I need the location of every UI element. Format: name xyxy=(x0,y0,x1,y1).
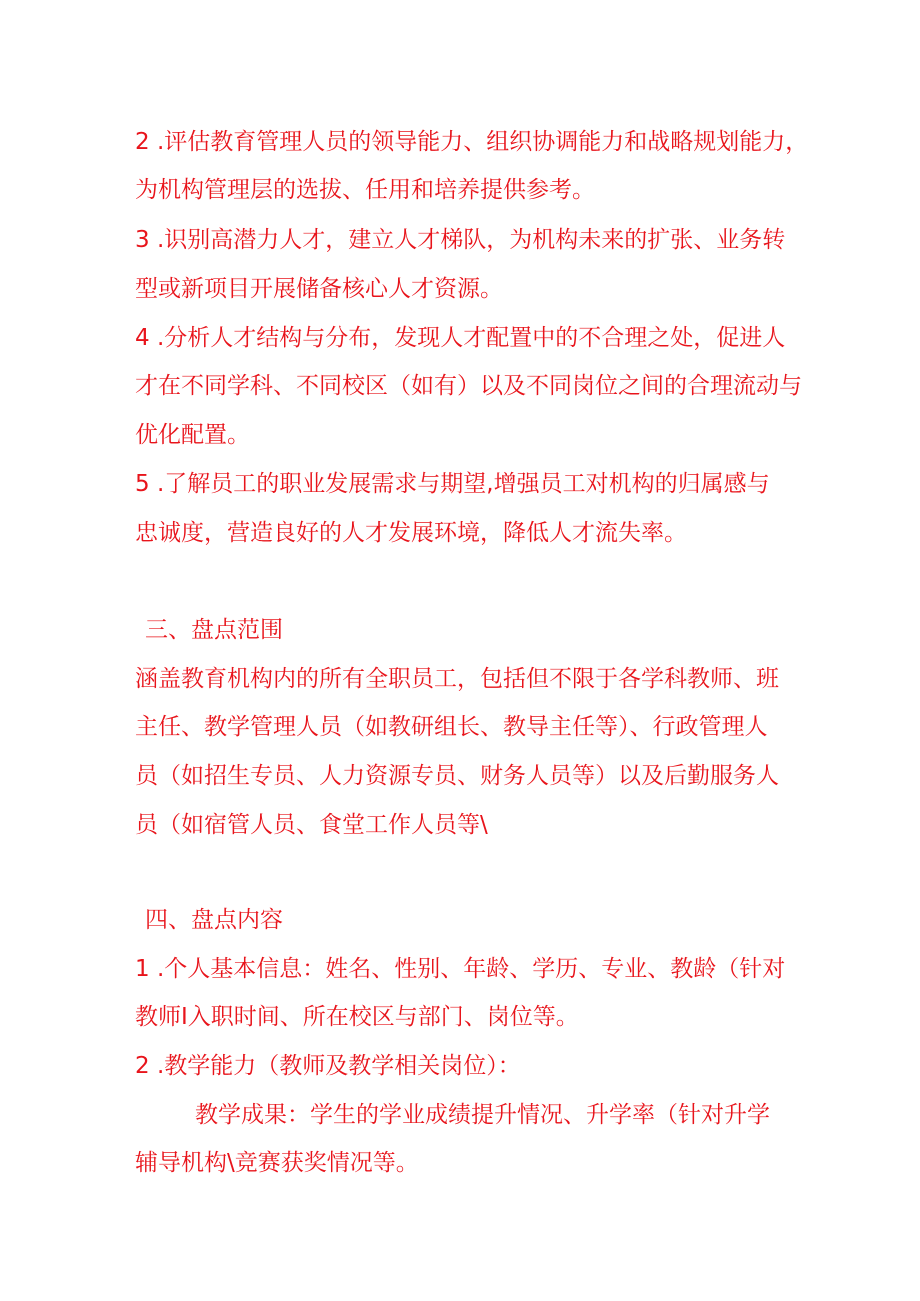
section-3-heading: 三、盘点范围 xyxy=(145,617,283,643)
item-3-line-1: 3 .识别高潜力人才，建立人才梯队，为机构未来的扩张、业务转 xyxy=(135,227,786,253)
section-3-line-2: 主任、教学管理人员（如教研组长、教导主任等）、行政管理人 xyxy=(135,714,768,740)
section-3-line-1: 涵盖教育机构内的所有全职员工，包括但不限于各学科教师、班 xyxy=(135,666,779,692)
item-5-line-1: 5 .了解员工的职业发展需求与期望,增强员工对机构的归属感与 xyxy=(135,471,770,497)
item-4-line-2: 才在不同学科、不同校区（如有）以及不同岗位之间的合理流动与 xyxy=(135,373,802,399)
section-4-item-1-line-2: 教师I入职时间、所在校区与部门、岗位等。 xyxy=(135,1004,579,1030)
section-3-line-3: 员（如招生专员、人力资源专员、财务人员等）以及后勤服务人 xyxy=(135,763,779,789)
section-4-item-1-line-1: 1 .个人基本信息：姓名、性别、年龄、学历、专业、教龄（针对 xyxy=(135,956,786,982)
item-4-line-3: 优化配置。 xyxy=(135,422,250,448)
section-4-item-2-sub-line-1: 教学成果：学生的学业成绩提升情况、升学率（针对升学 xyxy=(195,1102,770,1128)
item-2-line-1: 2 .评估教育管理人员的领导能力、组织协调能力和战略规划能力， xyxy=(135,129,809,155)
section-4-item-2: 2 .教学能力（教师及教学相关岗位）： xyxy=(135,1053,521,1079)
item-2-line-2: 为机构管理层的选拔、任用和培养提供参考。 xyxy=(135,177,595,203)
section-4-heading: 四、盘点内容 xyxy=(145,907,283,933)
item-3-line-2: 型或新项目开展储备核心人才资源。 xyxy=(135,276,503,302)
section-4-item-2-sub-line-2: 辅导机构\竞赛获奖情况等。 xyxy=(135,1150,419,1176)
item-4-line-1: 4 .分析人才结构与分布，发现人才配置中的不合理之处，促进人 xyxy=(135,325,786,351)
item-5-line-2: 忠诚度，营造良好的人才发展环境，降低人才流失率。 xyxy=(135,520,687,546)
section-3-line-4: 员（如宿管人员、食堂工作人员等\ xyxy=(135,812,488,838)
